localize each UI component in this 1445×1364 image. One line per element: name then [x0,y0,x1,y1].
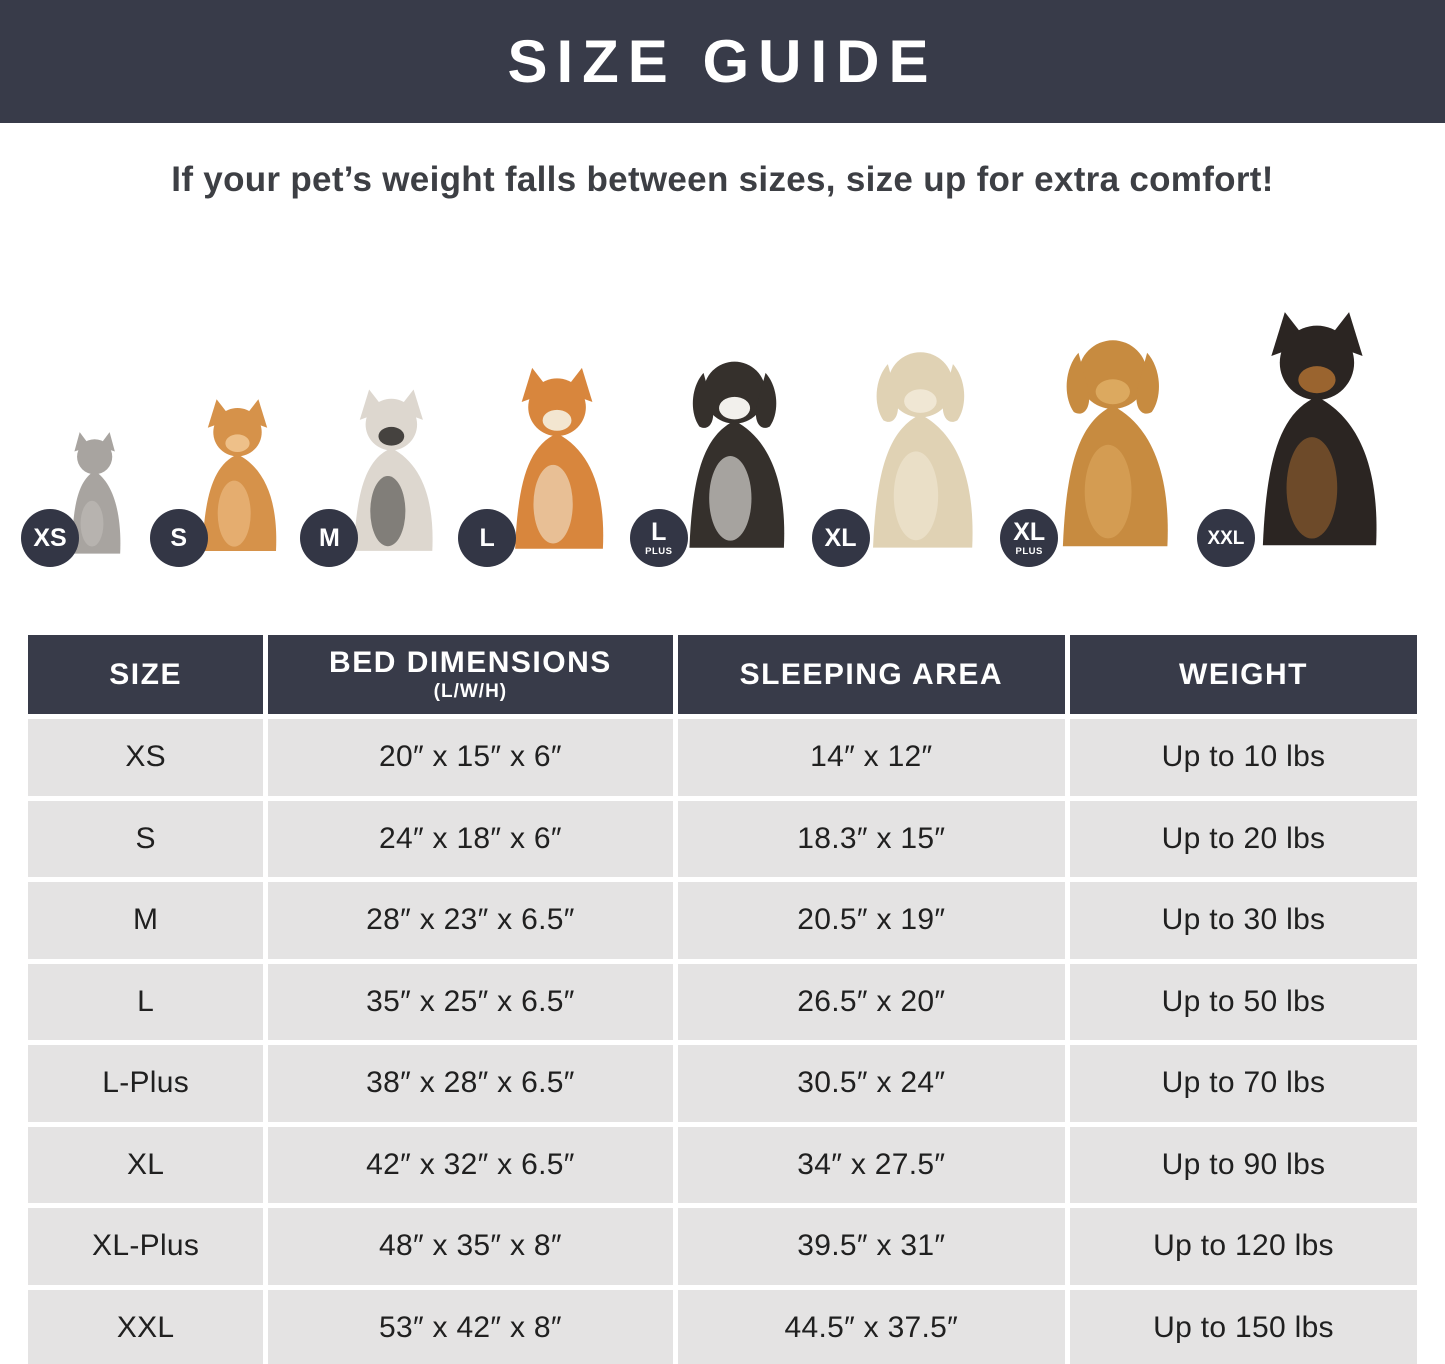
size-badge-label: M [318,523,340,552]
size-badge-xs [21,509,79,567]
pet-figure-french-bulldog [318,375,444,563]
table-cell-sleeping-area: 39.5″ x 31″ [678,1208,1065,1285]
column-header-label: BED DIMENSIONS [329,646,612,679]
size-badge-label: XL [824,523,857,552]
size-badge-m [300,509,358,567]
table-cell-bed-dimensions: 24″ x 18″ x 6″ [268,801,672,878]
size-badge-sublabel: PLUS [1015,545,1043,557]
table-cell-weight: Up to 10 lbs [1070,719,1417,796]
size-badge-label: XL [1013,517,1046,546]
table-cell-weight: Up to 20 lbs [1070,801,1417,878]
table-cell-size: XL-Plus [28,1208,263,1285]
table-cell-weight: Up to 70 lbs [1070,1045,1417,1122]
table-cell-bed-dimensions: 48″ x 35″ x 8″ [268,1208,672,1285]
table-cell-sleeping-area: 18.3″ x 15″ [678,801,1065,878]
subtitle: If your pet’s weight falls between sizes, size up for extra comfort! [171,160,1274,199]
column-header-sleeping-area [678,635,1065,714]
size-badge-label: S [170,523,188,552]
size-badge-label: L [651,517,667,546]
table-cell-size: S [28,801,263,878]
column-header-label: SLEEPING AREA [739,657,1003,691]
column-header-size [28,635,263,714]
table-cell-sleeping-area: 14″ x 12″ [678,719,1065,796]
pet-figure-shiba-inu [479,351,616,563]
table-cell-size: L [28,964,263,1041]
column-header-weight [1070,635,1417,714]
table-cell-weight: Up to 50 lbs [1070,964,1417,1041]
table-cell-weight: Up to 120 lbs [1070,1208,1417,1285]
table-cell-bed-dimensions: 35″ x 25″ x 6.5″ [268,964,672,1041]
size-badge-sublabel: PLUS [645,545,673,557]
table-cell-size: M [28,882,263,959]
size-badge-xxl [1197,509,1255,567]
size-badge-label: XXL [1207,527,1245,549]
table-cell-sleeping-area: 30.5″ x 24″ [678,1045,1065,1122]
pet-figure-border-collie [645,335,798,563]
table-cell-sleeping-area: 26.5″ x 20″ [678,964,1065,1041]
table-cell-bed-dimensions: 53″ x 42″ x 8″ [268,1290,672,1364]
pets-row [33,257,1393,571]
pet-figure-doberman [1207,291,1393,563]
page-title: SIZE GUIDE [507,28,938,95]
table-cell-bed-dimensions: 28″ x 23″ x 6.5″ [268,882,672,959]
size-badge-l-plus [630,509,688,567]
table-cell-size: XS [28,719,263,796]
size-badge-label: L [479,523,495,552]
table-cell-size: L-Plus [28,1045,263,1122]
table-cell-bed-dimensions: 20″ x 15″ x 6″ [268,719,672,796]
size-badge-xl [812,509,870,567]
table-cell-bed-dimensions: 38″ x 28″ x 6.5″ [268,1045,672,1122]
size-badge-l [458,509,516,567]
table-cell-sleeping-area: 44.5″ x 37.5″ [678,1290,1065,1364]
pet-figure-pomeranian [170,385,287,563]
column-header-bed-dimensions [268,635,672,714]
table-cell-weight: Up to 30 lbs [1070,882,1417,959]
table-cell-sleeping-area: 34″ x 27.5″ [678,1127,1065,1204]
pet-figure-labrador [824,325,987,563]
column-header-label: WEIGHT [1179,657,1309,691]
column-header-label: SIZE [109,657,182,691]
table-cell-sleeping-area: 20.5″ x 19″ [678,882,1065,959]
table-cell-bed-dimensions: 42″ x 32″ x 6.5″ [268,1127,672,1204]
column-header-sublabel: (L/W/H) [433,681,508,702]
table-cell-weight: Up to 90 lbs [1070,1127,1417,1204]
size-table [28,635,1417,1364]
size-badge-xl-plus [1000,509,1058,567]
pet-figure-golden-retriever [1013,311,1183,563]
header-bar [0,0,1445,123]
table-cell-weight: Up to 150 lbs [1070,1290,1417,1364]
table-cell-size: XXL [28,1290,263,1364]
pet-figure-cat [33,421,136,563]
size-badge-label: XS [33,523,67,552]
table-cell-size: XL [28,1127,263,1204]
size-badge-s [150,509,208,567]
